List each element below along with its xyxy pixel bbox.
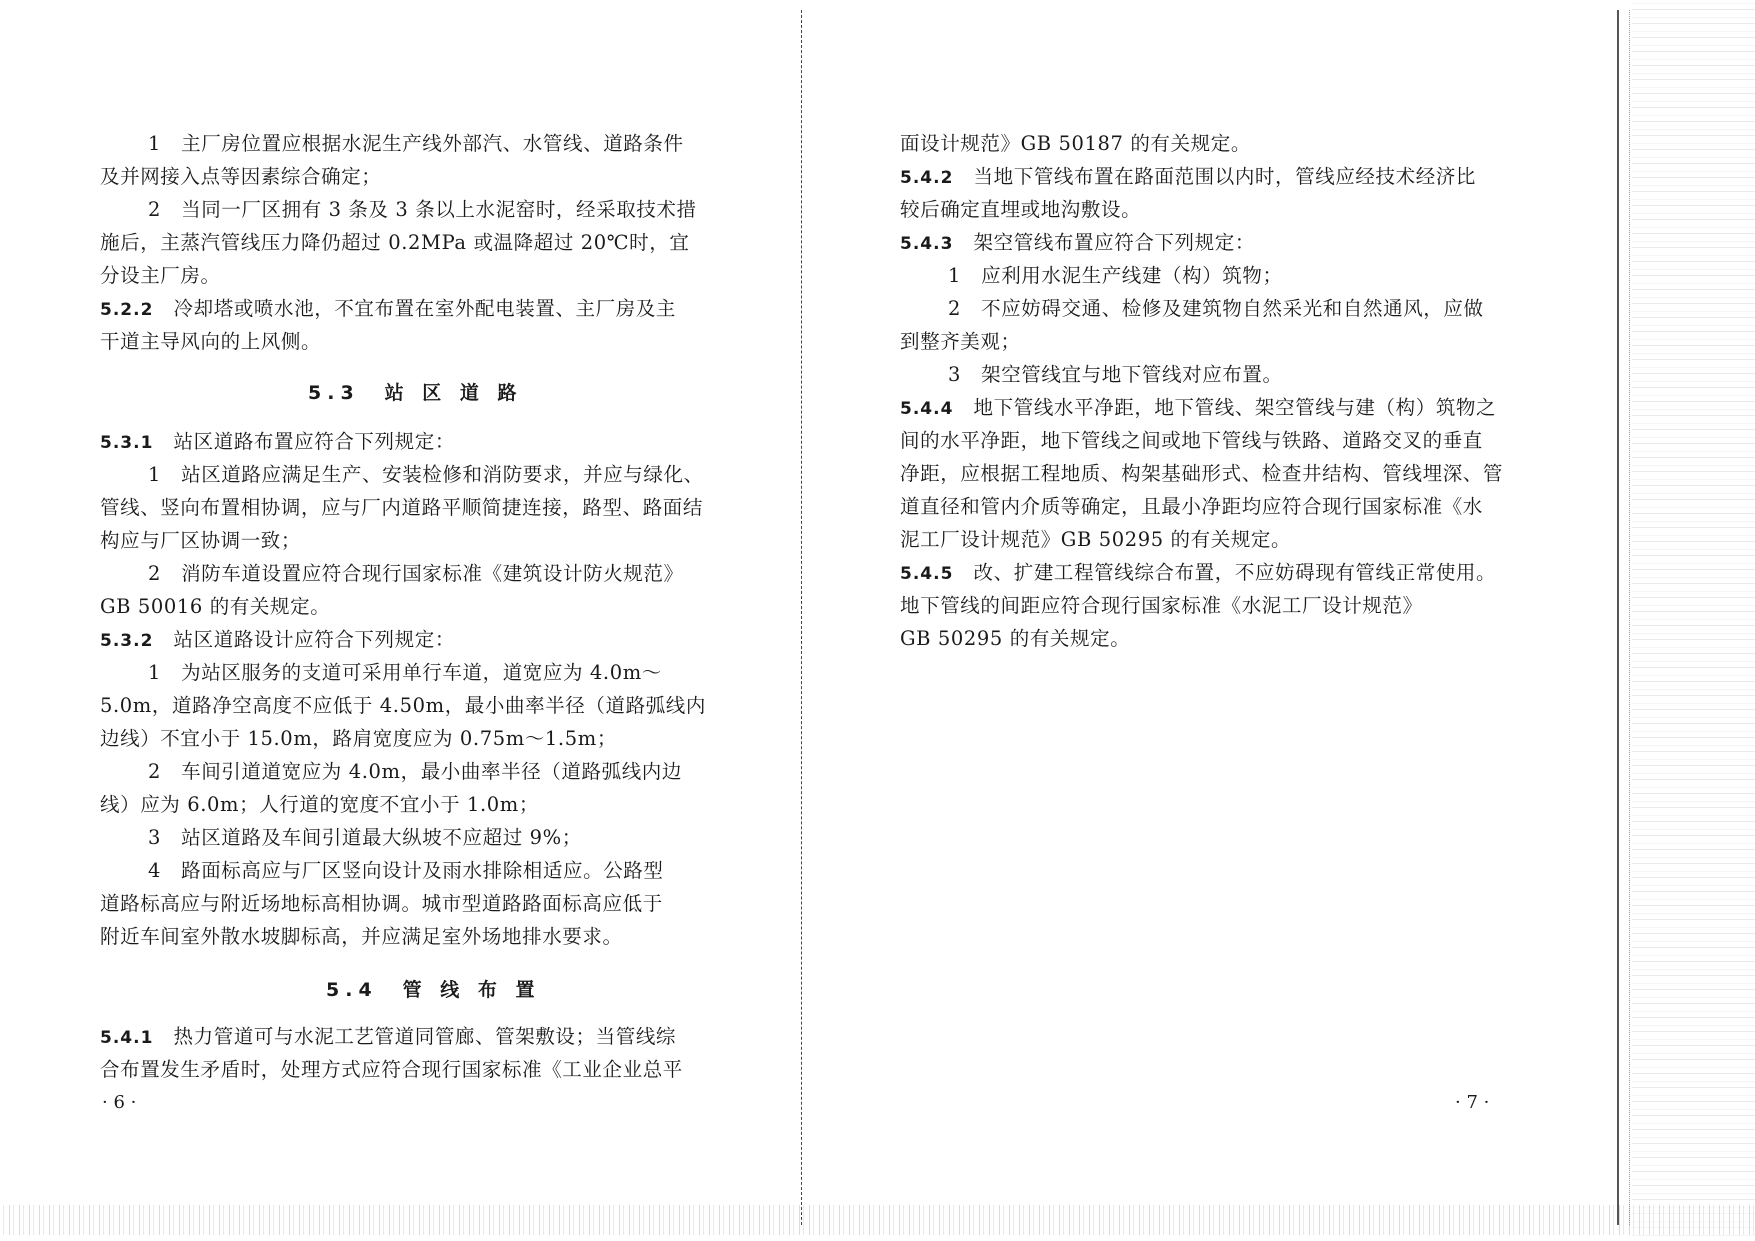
text-line: 地下管线的间距应符合现行国家标准《水泥工厂设计规范》: [900, 594, 1423, 617]
text-line: 净距，应根据工程地质、构架基础形式、检查井结构、管线埋深、管: [900, 462, 1504, 485]
page-number: · 6 ·: [102, 1092, 137, 1113]
text-line: 道直径和管内介质等确定，且最小净距均应符合现行国家标准《水: [900, 495, 1483, 518]
text-line: 3 站区道路及车间引道最大纵坡不应超过 9%；: [148, 826, 582, 849]
clause-5-4-2: 5.4.2 当地下管线布置在路面范围以内时，管线应经技术经济比: [900, 165, 1477, 188]
text-line: 管线、竖向布置相协调，应与厂内道路平顺简捷连接，路型、路面结: [100, 496, 704, 519]
text-line: 2 车间引道道宽应为 4.0m，最小曲率半径（道路弧线内边: [148, 760, 683, 783]
text-line: 3 架空管线宜与地下管线对应布置。: [948, 363, 1283, 386]
text-line: 施后，主蒸汽管线压力降仍超过 0.2MPa 或温降超过 20℃时，宜: [100, 231, 690, 254]
clause-5-3-1: 5.3.1 站区道路布置应符合下列规定：: [100, 430, 455, 453]
page-edge-dots: [1629, 10, 1631, 1225]
text-line: 面设计规范》GB 50187 的有关规定。: [900, 132, 1251, 155]
gutter-line: [801, 10, 803, 1225]
clause-5-4-3: 5.4.3 架空管线布置应符合下列规定：: [900, 231, 1255, 254]
text-line: 分设主厂房。: [100, 264, 221, 287]
text-line: 构应与厂区协调一致；: [100, 529, 302, 552]
scan-bottom-shadow: [0, 1205, 1755, 1235]
clause-5-4-1: 5.4.1 热力管道可与水泥工艺管道同管廊、管架敷设；当管线综: [100, 1025, 677, 1048]
clause-5-4-4: 5.4.4 地下管线水平净距，地下管线、架空管线与建（构）筑物之: [900, 396, 1497, 419]
text-line: 2 不应妨碍交通、检修及建筑物自然采光和自然通风，应做: [948, 297, 1484, 320]
text-line: 道路标高应与附近场地标高相协调。城市型道路路面标高应低于: [100, 892, 663, 915]
page-number: · 7 ·: [1455, 1092, 1490, 1113]
text-line: 1 主厂房位置应根据水泥生产线外部汽、水管线、道路条件: [148, 132, 684, 155]
clause-5-4-5: 5.4.5 改、扩建工程管线综合布置，不应妨碍现有管线正常使用。: [900, 561, 1497, 584]
text-line: 及并网接入点等因素综合确定；: [100, 165, 382, 188]
clause-5-3-2: 5.3.2 站区道路设计应符合下列规定：: [100, 628, 455, 651]
text-line: 边线）不宜小于 15.0m，路肩宽度应为 0.75m～1.5m；: [100, 727, 617, 750]
text-line: 1 应利用水泥生产线建（构）筑物；: [948, 264, 1283, 287]
section-heading-5-3: 5.3 站 区 道 路: [308, 382, 523, 404]
text-line: 2 消防车道设置应符合现行国家标准《建筑设计防火规范》: [148, 562, 684, 585]
text-line: 泥工厂设计规范》GB 50295 的有关规定。: [900, 528, 1292, 551]
text-line: 合布置发生矛盾时，处理方式应符合现行国家标准《工业企业总平: [100, 1058, 683, 1081]
text-line: 到整齐美观；: [900, 330, 1021, 353]
text-line: GB 50295 的有关规定。: [900, 627, 1131, 650]
text-line: GB 50016 的有关规定。: [100, 595, 331, 618]
text-line: 1 为站区服务的支道可采用单行车道，道宽应为 4.0m～: [148, 661, 662, 684]
scan-edge-noise: [1632, 0, 1755, 1241]
clause-5-2-2: 5.2.2 冷却塔或喷水池，不宜布置在室外配电装置、主厂房及主: [100, 297, 677, 320]
page-edge-line: [1617, 10, 1619, 1225]
text-line: 4 路面标高应与厂区竖向设计及雨水排除相适应。公路型: [148, 859, 664, 882]
text-line: 附近车间室外散水坡脚标高，并应满足室外场地排水要求。: [100, 925, 623, 948]
text-line: 1 站区道路应满足生产、安装检修和消防要求，并应与绿化、: [148, 463, 704, 486]
text-line: 线）应为 6.0m；人行道的宽度不宜小于 1.0m；: [100, 793, 540, 816]
text-line: 间的水平净距，地下管线之间或地下管线与铁路、道路交叉的垂直: [900, 429, 1483, 452]
text-line: 干道主导风向的上风侧。: [100, 330, 322, 353]
section-heading-5-4: 5.4 管 线 布 置: [326, 979, 541, 1001]
text-line: 2 当同一厂区拥有 3 条及 3 条以上水泥窑时，经采取技术措: [148, 198, 697, 221]
text-line: 较后确定直埋或地沟敷设。: [900, 198, 1142, 221]
text-line: 5.0m，道路净空高度不应低于 4.50m，最小曲率半径（道路弧线内: [100, 694, 707, 717]
